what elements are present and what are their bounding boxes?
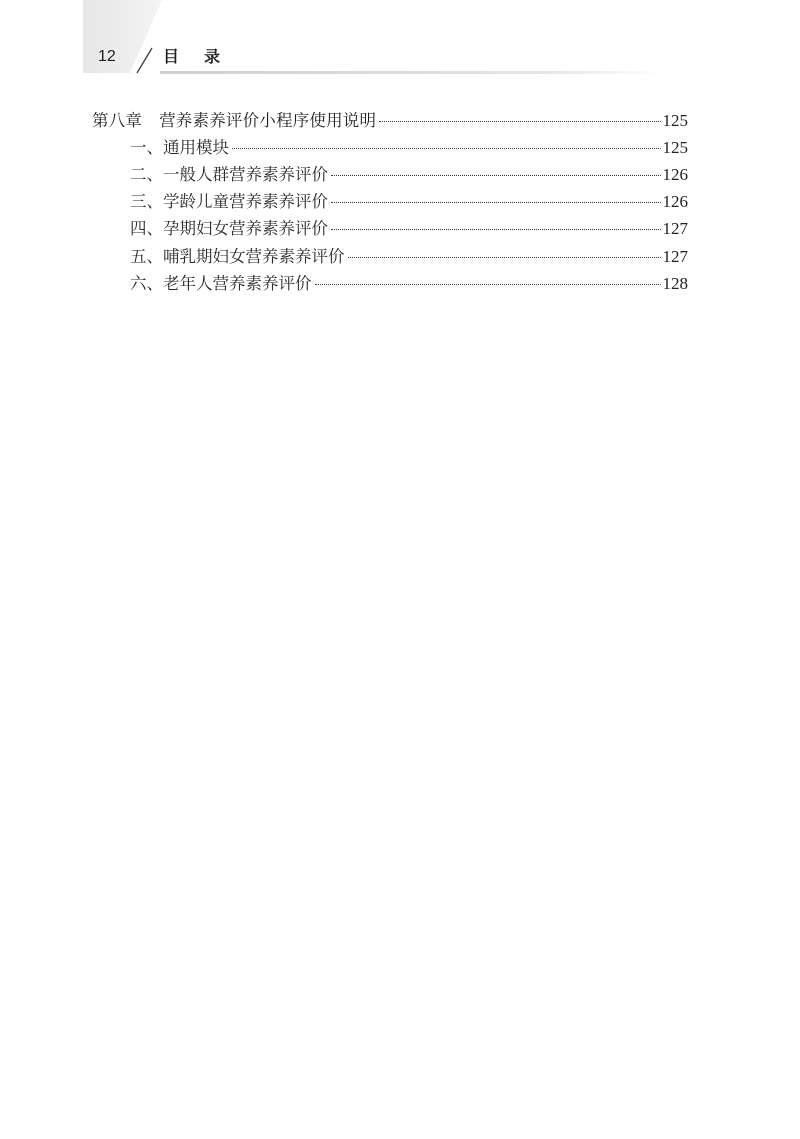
toc-page-number: 126 — [662, 165, 688, 184]
toc-entry[interactable] — [130, 164, 688, 186]
page-number: 12 — [98, 48, 116, 65]
dot-leader — [379, 121, 660, 122]
dot-leader — [232, 148, 661, 149]
toc-entry[interactable] — [130, 218, 688, 240]
running-header — [0, 0, 800, 80]
toc-entry-title: 六、老年人营养素养评价 — [130, 274, 312, 293]
toc-page-number: 125 — [662, 111, 688, 130]
toc-entry-title: 三、学龄儿童营养素养评价 — [130, 192, 328, 211]
toc-page-number: 127 — [662, 219, 688, 238]
toc-page-number: 128 — [662, 274, 688, 293]
toc-entry[interactable] — [130, 191, 688, 213]
toc-page-number: 127 — [662, 247, 688, 266]
toc-chapter-title — [92, 110, 376, 132]
chapter-title: 营养素养评价小程序使用说明 — [159, 111, 377, 130]
toc-entry-title: 四、孕期妇女营养素养评价 — [130, 219, 328, 238]
toc-entry[interactable] — [130, 137, 688, 159]
toc-entry-title: 二、一般人群营养素养评价 — [130, 165, 328, 184]
toc-entry[interactable] — [130, 273, 688, 295]
running-title: 目录 — [163, 47, 246, 66]
chapter-number: 第八章 — [92, 111, 143, 130]
toc-entry-title: 五、哺乳期妇女营养素养评价 — [130, 247, 345, 266]
dot-leader — [331, 175, 661, 176]
dot-leader — [331, 229, 661, 230]
dot-leader — [315, 284, 661, 285]
dot-leader — [348, 257, 661, 258]
dot-leader — [331, 202, 661, 203]
toc-chapter-entry[interactable] — [92, 110, 688, 132]
toc-entry-title: 一、通用模块 — [130, 138, 229, 157]
toc-entry[interactable] — [130, 246, 688, 268]
header-decoration — [0, 0, 800, 80]
toc-page-number: 126 — [662, 192, 688, 211]
toc-page-number: 125 — [662, 138, 688, 157]
